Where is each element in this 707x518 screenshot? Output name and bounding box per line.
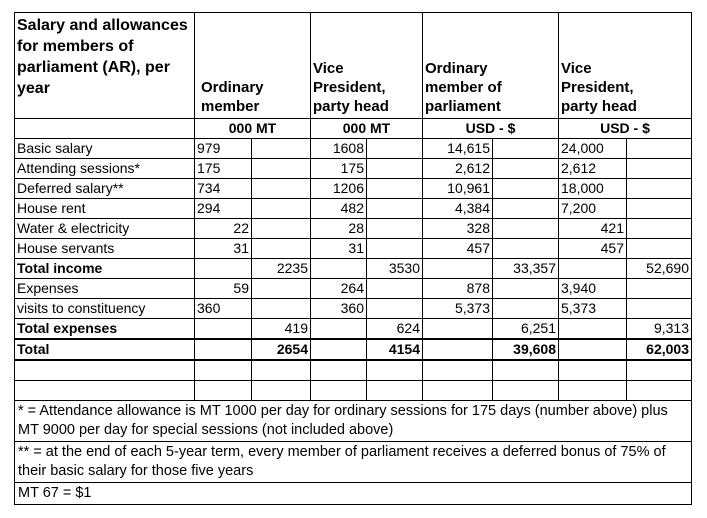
unit-usd: USD - $ bbox=[559, 119, 692, 139]
cell-mt-ordinary: 734 bbox=[195, 179, 252, 199]
cell-mt-ordinary: 2654 bbox=[252, 339, 311, 360]
header-row bbox=[15, 13, 692, 119]
cell-mt-ordinary: 22 bbox=[195, 219, 252, 239]
cell-mt-ordinary: 979 bbox=[195, 139, 252, 159]
row-label: Attending sessions* bbox=[15, 159, 195, 179]
cell-mt-ordinary: 59 bbox=[195, 279, 252, 299]
cell-mt-ordinary: 175 bbox=[195, 159, 252, 179]
row-label: Expenses bbox=[15, 279, 195, 299]
note-row bbox=[15, 483, 692, 505]
row-label: visits to constituency bbox=[15, 299, 195, 319]
total-expenses-row bbox=[15, 319, 692, 340]
cell-usd-ordinary: 33,357 bbox=[493, 259, 559, 279]
cell-mt-vp: 1206 bbox=[311, 179, 367, 199]
units-row bbox=[15, 119, 692, 139]
total-row bbox=[15, 339, 692, 360]
row-label: Water & electricity bbox=[15, 219, 195, 239]
table-row bbox=[15, 299, 692, 319]
table-row bbox=[15, 239, 692, 259]
cell-usd-vp: 421 bbox=[559, 219, 627, 239]
cell-usd-ordinary: 10,961 bbox=[423, 179, 493, 199]
table-row bbox=[15, 159, 692, 179]
cell-usd-vp: 24,000 bbox=[559, 139, 627, 159]
cell-mt-ordinary: 2235 bbox=[252, 259, 311, 279]
cell-usd-ordinary: 328 bbox=[423, 219, 493, 239]
cell-usd-vp: 7,200 bbox=[559, 199, 627, 219]
cell-usd-ordinary: 14,615 bbox=[423, 139, 493, 159]
cell-usd-vp: 457 bbox=[559, 239, 627, 259]
cell-usd-ordinary: 457 bbox=[423, 239, 493, 259]
cell-mt-ordinary: 360 bbox=[195, 299, 252, 319]
note-row bbox=[15, 442, 692, 483]
row-label: Deferred salary** bbox=[15, 179, 195, 199]
exchange-rate-note: MT 67 = $1 bbox=[15, 483, 692, 505]
row-label: Total income bbox=[15, 259, 195, 279]
cell-mt-vp: 264 bbox=[311, 279, 367, 299]
cell-usd-ordinary: 6,251 bbox=[493, 319, 559, 340]
note-row bbox=[15, 401, 692, 442]
empty-row bbox=[15, 360, 692, 381]
cell-mt-vp: 31 bbox=[311, 239, 367, 259]
row-label: House rent bbox=[15, 199, 195, 219]
cell-usd-vp: 9,313 bbox=[627, 319, 692, 340]
cell-mt-vp: 4154 bbox=[367, 339, 423, 360]
row-label: House servants bbox=[15, 239, 195, 259]
cell-mt-vp: 1608 bbox=[311, 139, 367, 159]
cell-usd-vp: 2,612 bbox=[559, 159, 627, 179]
cell-usd-vp: 52,690 bbox=[627, 259, 692, 279]
row-label: Basic salary bbox=[15, 139, 195, 159]
cell-usd-vp: 18,000 bbox=[559, 179, 627, 199]
col-header-vp-party-head-usd: Vice President, party head bbox=[559, 13, 692, 119]
table-row bbox=[15, 279, 692, 299]
table-title: Salary and allowances for members of parliament (AR), per year bbox=[15, 13, 195, 119]
unit-usd: USD - $ bbox=[423, 119, 559, 139]
cell-usd-vp: 5,373 bbox=[559, 299, 627, 319]
cell-mt-vp: 3530 bbox=[367, 259, 423, 279]
unit-mt: 000 MT bbox=[195, 119, 311, 139]
cell-usd-ordinary: 5,373 bbox=[423, 299, 493, 319]
total-income-row bbox=[15, 259, 692, 279]
table-row bbox=[15, 199, 692, 219]
table-row bbox=[15, 219, 692, 239]
cell-mt-vp: 28 bbox=[311, 219, 367, 239]
cell-mt-ordinary: 31 bbox=[195, 239, 252, 259]
col-header-vp-party-head: Vice President, party head bbox=[311, 13, 423, 119]
row-label: Total expenses bbox=[15, 319, 195, 340]
attendance-note: * = Attendance allowance is MT 1000 per day for ordinary sessions for 175 days (number above) plus MT 9000 per day for special sessions (not included above) bbox=[15, 401, 692, 442]
cell-usd-ordinary: 4,384 bbox=[423, 199, 493, 219]
cell-usd-vp: 62,003 bbox=[627, 339, 692, 360]
cell-usd-vp: 3,940 bbox=[559, 279, 627, 299]
cell-mt-vp: 175 bbox=[311, 159, 367, 179]
row-label: Total bbox=[15, 339, 195, 360]
unit-mt: 000 MT bbox=[311, 119, 423, 139]
table-row bbox=[15, 179, 692, 199]
empty-row bbox=[15, 381, 692, 401]
cell-mt-vp: 482 bbox=[311, 199, 367, 219]
cell-mt-vp: 624 bbox=[367, 319, 423, 340]
cell-mt-ordinary: 419 bbox=[252, 319, 311, 340]
cell-usd-ordinary: 2,612 bbox=[423, 159, 493, 179]
salary-table bbox=[14, 12, 692, 505]
cell-mt-vp: 360 bbox=[311, 299, 367, 319]
cell-usd-ordinary: 39,608 bbox=[493, 339, 559, 360]
col-header-ordinary-mp: Ordinary member of parliament bbox=[423, 13, 559, 119]
col-header-ordinary-member: Ordinary member bbox=[195, 13, 311, 119]
cell-usd-ordinary: 878 bbox=[423, 279, 493, 299]
cell-mt-ordinary: 294 bbox=[195, 199, 252, 219]
table-row bbox=[15, 139, 692, 159]
deferred-note: ** = at the end of each 5-year term, every member of parliament receives a deferred bonus of 75% of their basic salary for those five years bbox=[15, 442, 692, 483]
